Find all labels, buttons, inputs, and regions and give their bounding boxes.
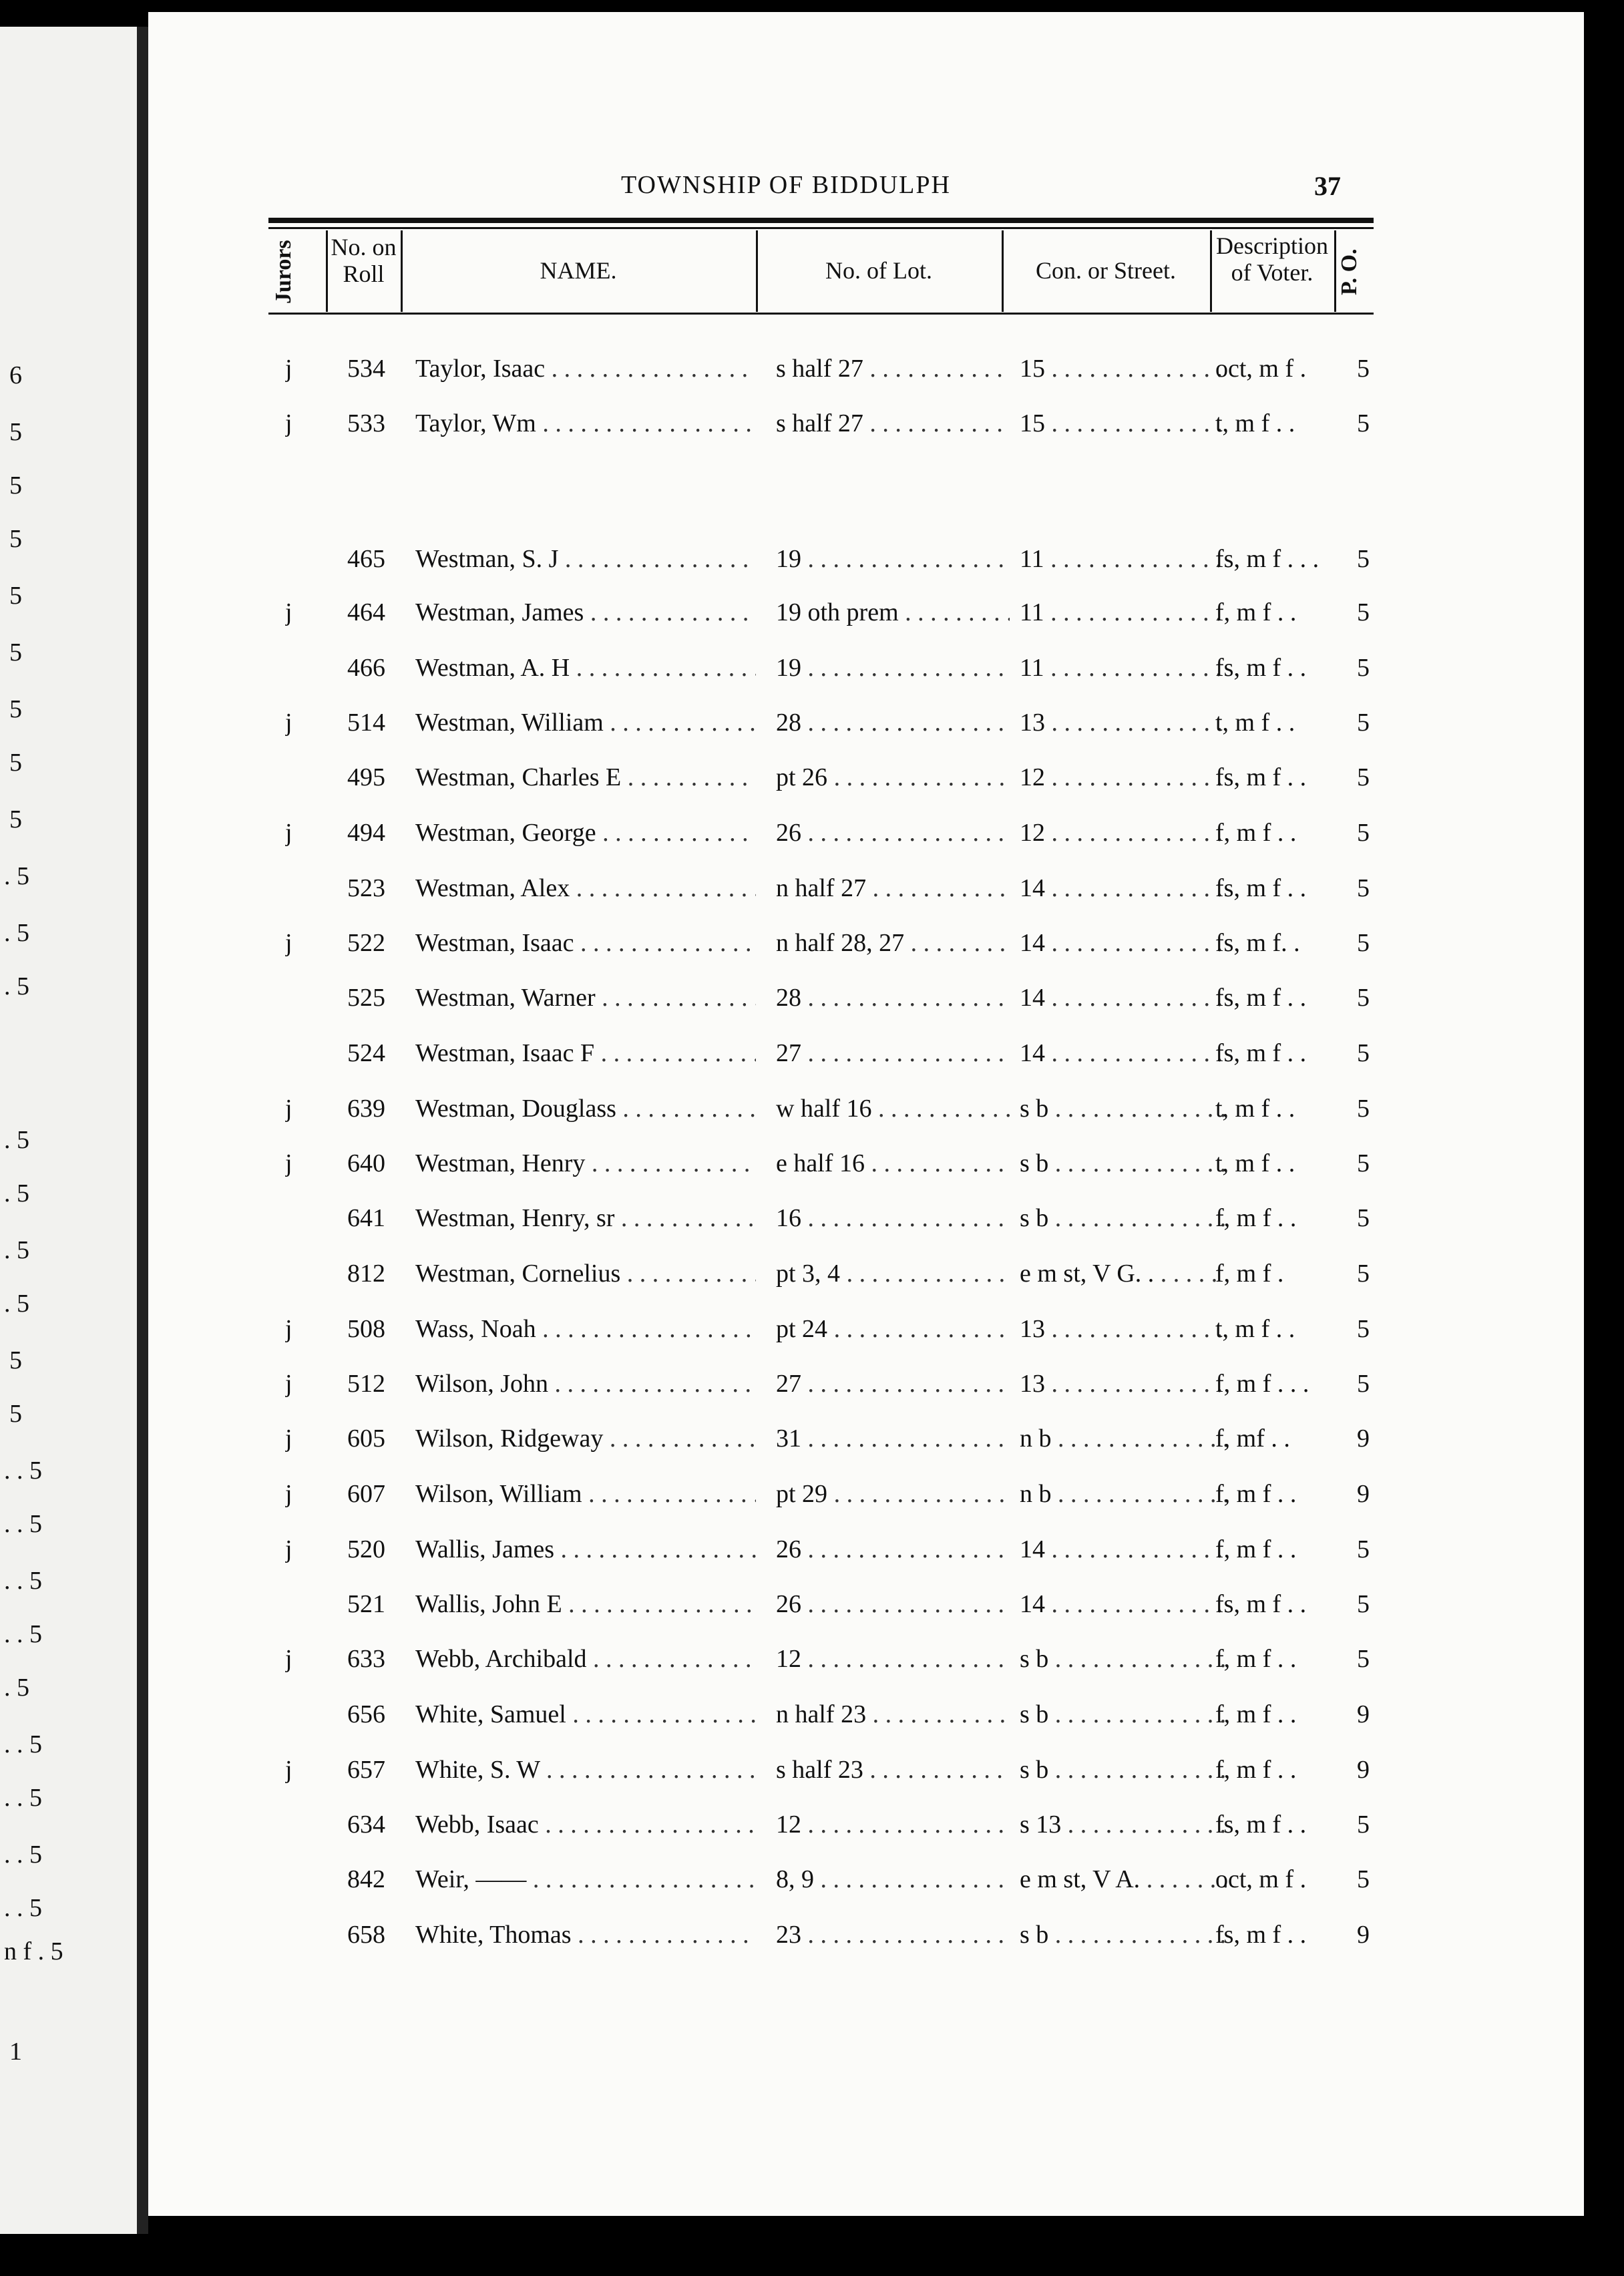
cell-roll: 465 [347, 545, 385, 573]
cell-roll: 634 [347, 1811, 385, 1839]
cell-roll: 607 [347, 1480, 385, 1508]
table-row [268, 1535, 1380, 1575]
table-row [268, 1755, 1380, 1795]
cell-con: 15 . . . [1020, 409, 1227, 438]
cell-desc: fs, m f . . [1215, 763, 1307, 791]
cell-po: 5 [1357, 1590, 1370, 1618]
cell-name: Westman, Henry, sr . . . [415, 1203, 756, 1233]
left-page-fragment: . . 5 [4, 1457, 42, 1485]
cell-roll: 640 [347, 1149, 385, 1177]
table-row [268, 1644, 1380, 1684]
cell-name: White, S. W . . . [415, 1755, 756, 1784]
cell-name: Wilson, Ridgeway . . . [415, 1424, 756, 1453]
cell-po: 9 [1357, 1921, 1370, 1949]
cell-po: 5 [1357, 654, 1370, 682]
cell-con: 14 . . . [1020, 983, 1227, 1012]
left-page-fragment: . . 5 [4, 1784, 42, 1812]
left-page-fragment: . 5 [4, 1290, 29, 1318]
table-row [268, 1424, 1380, 1464]
cell-con: 14 . . . [1020, 1038, 1227, 1068]
left-page-fragment: 5 [9, 471, 22, 500]
cell-lot: n half 23 . . . [776, 1700, 1010, 1729]
table-row [268, 1589, 1380, 1630]
cell-con: e m st, V A. . . . [1020, 1865, 1227, 1894]
cell-roll: 605 [347, 1425, 385, 1453]
cell-juror: j [285, 1756, 292, 1784]
table-row [268, 1369, 1380, 1409]
cell-po: 5 [1357, 1811, 1370, 1839]
cell-desc: t, m f . . [1215, 709, 1295, 737]
column-header-roll: No. on Roll [331, 234, 397, 287]
cell-lot: 28 . . . [776, 983, 1010, 1012]
cell-roll: 512 [347, 1370, 385, 1398]
left-page-fragment: 5 [9, 418, 22, 446]
left-page-fragment: 5 [9, 582, 22, 610]
cell-roll: 633 [347, 1645, 385, 1673]
cell-desc: t, m f . . [1215, 1315, 1295, 1343]
cell-con: 11 . . . [1020, 544, 1227, 574]
cell-desc: fs, m f . . [1215, 1811, 1307, 1839]
page-title: TOWNSHIP OF BIDDULPH [621, 171, 951, 199]
column-header-con: Con. or Street. [1036, 257, 1176, 284]
cell-juror: j [285, 819, 292, 847]
cell-po: 5 [1357, 874, 1370, 902]
cell-juror: j [285, 1425, 292, 1453]
table-row [268, 763, 1380, 803]
cell-desc: t, m f . . [1215, 1095, 1295, 1123]
cell-name: Westman, Charles E . . . [415, 763, 756, 792]
cell-roll: 508 [347, 1315, 385, 1343]
cell-con: s 13 . . . [1020, 1810, 1227, 1839]
cell-name: Westman, Isaac F . . . [415, 1038, 756, 1068]
left-page-fragment: . 5 [4, 919, 29, 947]
cell-roll: 495 [347, 763, 385, 791]
cell-desc: t, m f . . [1215, 409, 1295, 437]
cell-con: 11 . . . [1020, 653, 1227, 683]
column-header-lot: No. of Lot. [825, 257, 932, 284]
header-rule-bottom [268, 313, 1374, 315]
cell-con: 14 . . . [1020, 928, 1227, 958]
cell-po: 5 [1357, 355, 1370, 383]
cell-juror: j [285, 1095, 292, 1123]
table-row [268, 598, 1380, 638]
cell-desc: fs, m f . . [1215, 874, 1307, 902]
cell-desc: fs, m f . . [1215, 654, 1307, 682]
cell-con: s b . . . [1020, 1755, 1227, 1784]
cell-con: 13 . . . [1020, 1369, 1227, 1398]
cell-name: Webb, Isaac . . . [415, 1810, 756, 1839]
cell-roll: 657 [347, 1756, 385, 1784]
table-row [268, 928, 1380, 968]
table-row [268, 409, 1380, 449]
cell-lot: pt 26 . . . [776, 763, 1010, 792]
left-page-edge [0, 27, 137, 2234]
cell-name: Wilson, John . . . [415, 1369, 756, 1398]
cell-con: s b . . . [1020, 1644, 1227, 1674]
cell-name: Westman, Henry . . . [415, 1149, 756, 1178]
cell-con: s b . . . [1020, 1920, 1227, 1949]
cell-desc: f, m f . . [1215, 1535, 1297, 1563]
cell-roll: 523 [347, 874, 385, 902]
cell-roll: 656 [347, 1700, 385, 1728]
cell-roll: 525 [347, 984, 385, 1012]
cell-lot: 26 . . . [776, 1535, 1010, 1564]
cell-name: Westman, A. H . . . [415, 653, 756, 683]
cell-po: 9 [1357, 1425, 1370, 1453]
header-rule-thick [268, 218, 1374, 223]
cell-lot: n half 27 . . . [776, 874, 1010, 903]
cell-con: e m st, V G. . . . . [1020, 1259, 1227, 1288]
cell-con: s b . . . [1020, 1094, 1227, 1123]
cell-lot: 12 . . . [776, 1644, 1010, 1674]
cell-desc: f, m f . . [1215, 1204, 1297, 1232]
column-header-description: Description of Voter. [1216, 232, 1328, 286]
cell-po: 5 [1357, 545, 1370, 573]
cell-lot: 19 . . . [776, 544, 1010, 574]
cell-lot: pt 29 . . . [776, 1479, 1010, 1509]
cell-roll: 812 [347, 1260, 385, 1288]
table-row [268, 1038, 1380, 1079]
cell-lot: 28 . . . [776, 708, 1010, 737]
left-page-fragment: . . 5 [4, 1841, 42, 1869]
table-row [268, 544, 1380, 584]
cell-con: s b . . . [1020, 1700, 1227, 1729]
table-row [268, 653, 1380, 693]
cell-roll: 514 [347, 709, 385, 737]
cell-name: Taylor, Wm . . . [415, 409, 756, 438]
left-page-fragment: 5 [9, 805, 22, 833]
cell-desc: f, m f . . [1215, 1645, 1297, 1673]
table-row [268, 1203, 1380, 1244]
cell-lot: s half 27 . . . [776, 354, 1010, 383]
page-gutter [137, 27, 148, 2234]
cell-desc: f, mf . . [1215, 1425, 1290, 1453]
column-header-name: NAME. [540, 257, 617, 284]
cell-name: Weir, —— . . . [415, 1865, 756, 1894]
cell-name: Wallis, James . . . [415, 1535, 756, 1564]
column-header-po: P. O. [1337, 248, 1362, 296]
cell-roll: 533 [347, 409, 385, 437]
cell-lot: n half 28, 27 . . . [776, 928, 1010, 958]
cell-po: 5 [1357, 409, 1370, 437]
cell-desc: fs, m f . . [1215, 1921, 1307, 1949]
cell-po: 9 [1357, 1700, 1370, 1728]
cell-name: Westman, Douglass . . . [415, 1094, 756, 1123]
cell-roll: 522 [347, 929, 385, 957]
cell-lot: 19 . . . [776, 653, 1010, 683]
table-row [268, 1700, 1380, 1740]
cell-name: Westman, Warner . . . [415, 983, 756, 1012]
cell-juror: j [285, 1480, 292, 1508]
cell-name: Taylor, Isaac . . . [415, 354, 756, 383]
left-page-fragment: . . 5 [4, 1730, 42, 1758]
cell-juror: j [285, 709, 292, 737]
cell-desc: oct, m f . [1215, 1865, 1307, 1893]
cell-roll: 842 [347, 1865, 385, 1893]
cell-name: Westman, William . . . [415, 708, 756, 737]
cell-desc: fs, m f . . [1215, 1039, 1307, 1067]
left-page-fragment: 5 [9, 749, 22, 777]
column-divider [326, 230, 328, 312]
cell-lot: e half 16 . . . [776, 1149, 1010, 1178]
table-row [268, 983, 1380, 1023]
left-page-fragment: 1 [9, 2038, 22, 2066]
table-row [268, 1149, 1380, 1189]
cell-con: s b . . . [1020, 1203, 1227, 1233]
cell-con: 14 . . . [1020, 874, 1227, 903]
cell-con: 15 . . . [1020, 354, 1227, 383]
table-row [268, 1314, 1380, 1354]
cell-name: Westman, Alex . . . [415, 874, 756, 903]
cell-name: Westman, Isaac . . . [415, 928, 756, 958]
cell-roll: 466 [347, 654, 385, 682]
cell-name: Westman, Cornelius . . . [415, 1259, 756, 1288]
table-row [268, 1865, 1380, 1905]
cell-lot: 27 . . . [776, 1038, 1010, 1068]
cell-po: 5 [1357, 1370, 1370, 1398]
left-page-fragment: . 5 [4, 862, 29, 890]
cell-po: 5 [1357, 763, 1370, 791]
cell-roll: 641 [347, 1204, 385, 1232]
left-page-fragment: . . 5 [4, 1620, 42, 1648]
page-number: 37 [1314, 171, 1341, 201]
cell-desc: fs, m f . . . [1215, 545, 1320, 573]
left-page-fragment: . 5 [4, 972, 29, 1000]
cell-po: 5 [1357, 1315, 1370, 1343]
table-row [268, 1259, 1380, 1299]
left-page-fragment: 5 [9, 1346, 22, 1374]
table-row [268, 1810, 1380, 1850]
cell-po: 5 [1357, 1865, 1370, 1893]
left-page-fragment: 5 [9, 695, 22, 723]
cell-desc: oct, m f . [1215, 355, 1307, 383]
cell-lot: 23 . . . [776, 1920, 1010, 1949]
cell-con: 13 . . . [1020, 1314, 1227, 1344]
cell-po: 5 [1357, 819, 1370, 847]
cell-lot: 26 . . . [776, 818, 1010, 847]
cell-po: 9 [1357, 1480, 1370, 1508]
cell-name: Westman, James . . . [415, 598, 756, 627]
left-page-fragment: 5 [9, 525, 22, 553]
cell-desc: f, m f . . [1215, 819, 1297, 847]
column-header-jurors: Jurors [271, 240, 296, 305]
cell-name: Wilson, William . . . [415, 1479, 756, 1509]
table-row [268, 874, 1380, 914]
left-page-fragment: . 5 [4, 1674, 29, 1702]
cell-roll: 521 [347, 1590, 385, 1618]
cell-roll: 524 [347, 1039, 385, 1067]
cell-con: 11 . . . [1020, 598, 1227, 627]
left-page-fragment: . 5 [4, 1236, 29, 1264]
cell-roll: 534 [347, 355, 385, 383]
table-row [268, 1094, 1380, 1134]
cell-lot: s half 27 . . . [776, 409, 1010, 438]
cell-juror: j [285, 355, 292, 383]
cell-roll: 464 [347, 598, 385, 626]
cell-desc: f, m f . . [1215, 1756, 1297, 1784]
cell-lot: w half 16 . . . [776, 1094, 1010, 1123]
cell-lot: s half 23 . . . [776, 1755, 1010, 1784]
cell-po: 5 [1357, 709, 1370, 737]
cell-desc: f, m f . . . [1215, 1370, 1309, 1398]
cell-lot: 8, 9 . . . [776, 1865, 1010, 1894]
cell-roll: 494 [347, 819, 385, 847]
cell-po: 5 [1357, 984, 1370, 1012]
cell-con: 12 . . . [1020, 763, 1227, 792]
cell-po: 5 [1357, 1645, 1370, 1673]
cell-lot: 31 . . . [776, 1424, 1010, 1453]
left-page-fragment: 6 [9, 361, 22, 389]
cell-name: Westman, S. J . . . [415, 544, 756, 574]
left-page-fragment: . . 5 [4, 1567, 42, 1595]
cell-roll: 520 [347, 1535, 385, 1563]
cell-po: 5 [1357, 1535, 1370, 1563]
table-row [268, 1920, 1380, 1960]
cell-lot: 27 . . . [776, 1369, 1010, 1398]
cell-lot: 19 oth prem . . . [776, 598, 1010, 627]
left-page-fragment: . 5 [4, 1126, 29, 1154]
cell-po: 5 [1357, 1095, 1370, 1123]
cell-name: Wass, Noah . . . [415, 1314, 756, 1344]
cell-desc: fs, m f . . [1215, 984, 1307, 1012]
cell-juror: j [285, 1149, 292, 1177]
cell-po: 5 [1357, 1260, 1370, 1288]
left-page-fragment: . 5 [4, 1179, 29, 1207]
cell-name: Webb, Archibald . . . [415, 1644, 756, 1674]
cell-juror: j [285, 1315, 292, 1343]
cell-desc: f, m f . [1215, 1260, 1284, 1288]
cell-juror: j [285, 1645, 292, 1673]
cell-name: Westman, George . . . [415, 818, 756, 847]
cell-juror: j [285, 409, 292, 437]
cell-roll: 639 [347, 1095, 385, 1123]
cell-po: 5 [1357, 1039, 1370, 1067]
cell-roll: 658 [347, 1921, 385, 1949]
left-page-fragment: . . 5 [4, 1510, 42, 1538]
cell-desc: f, m f . . [1215, 598, 1297, 626]
cell-po: 9 [1357, 1756, 1370, 1784]
cell-lot: 26 . . . [776, 1589, 1010, 1619]
cell-juror: j [285, 598, 292, 626]
cell-desc: fs, m f . . [1215, 1590, 1307, 1618]
table-row [268, 354, 1380, 394]
left-page-fragment: 5 [9, 638, 22, 667]
cell-lot: pt 3, 4 . . . [776, 1259, 1010, 1288]
cell-con: 13 . . . [1020, 708, 1227, 737]
cell-po: 5 [1357, 598, 1370, 626]
cell-lot: pt 24 . . . [776, 1314, 1010, 1344]
table-row [268, 818, 1380, 858]
cell-desc: f, m f . . [1215, 1700, 1297, 1728]
cell-lot: 12 . . . [776, 1810, 1010, 1839]
cell-po: 5 [1357, 929, 1370, 957]
table-row [268, 1479, 1380, 1519]
cell-con: n b . . . [1020, 1424, 1227, 1453]
cell-po: 5 [1357, 1204, 1370, 1232]
cell-con: 14 . . . [1020, 1589, 1227, 1619]
cell-name: Wallis, John E . . . [415, 1589, 756, 1619]
left-page-fragment: n f . 5 [4, 1937, 63, 1965]
cell-desc: f, m f . . [1215, 1480, 1297, 1508]
header-rule-thin [268, 227, 1374, 229]
cell-name: White, Thomas . . . [415, 1920, 756, 1949]
cell-po: 5 [1357, 1149, 1370, 1177]
cell-con: s b . . . [1020, 1149, 1227, 1178]
cell-desc: t, m f . . [1215, 1149, 1295, 1177]
cell-con: 12 . . . [1020, 818, 1227, 847]
left-page-fragment: 5 [9, 1400, 22, 1428]
cell-juror: j [285, 1370, 292, 1398]
cell-name: White, Samuel . . . [415, 1700, 756, 1729]
cell-con: n b . . . [1020, 1479, 1227, 1509]
left-page-fragment: . . 5 [4, 1894, 42, 1922]
cell-lot: 16 . . . [776, 1203, 1010, 1233]
table-row [268, 708, 1380, 748]
cell-juror: j [285, 1535, 292, 1563]
cell-desc: fs, m f. . [1215, 929, 1300, 957]
cell-juror: j [285, 929, 292, 957]
cell-con: 14 . . . [1020, 1535, 1227, 1564]
